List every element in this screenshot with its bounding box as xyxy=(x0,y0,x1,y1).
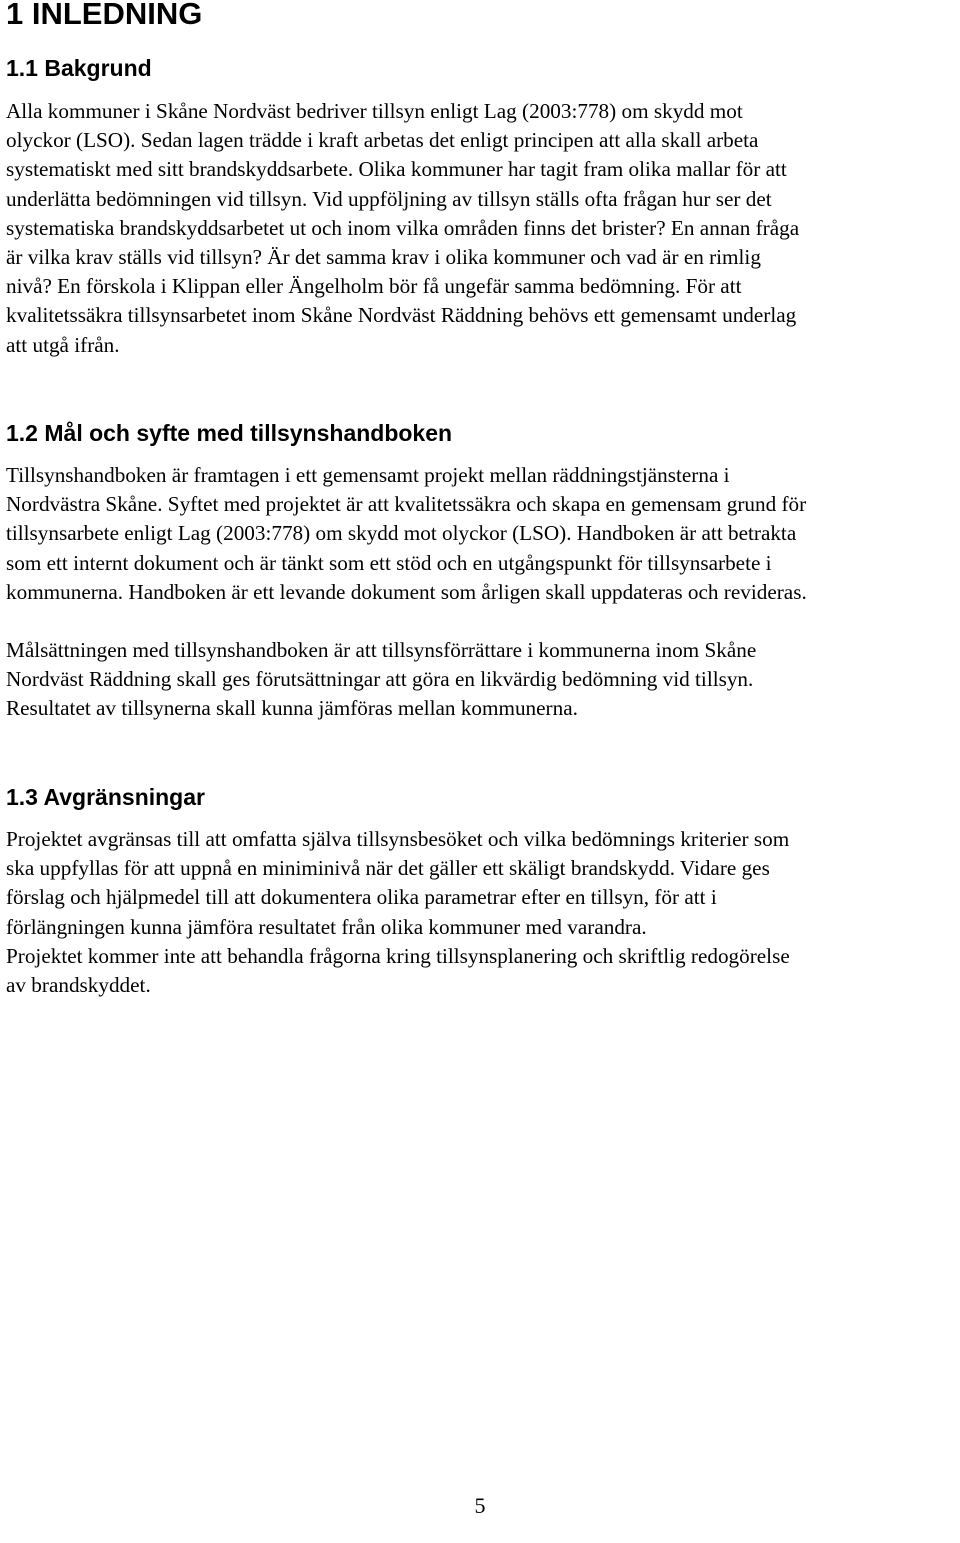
section-heading-avgransningar: 1.3 Avgränsningar xyxy=(6,784,205,810)
text-line: systematiska brandskyddsarbetet ut och inom vilka områden finns det brister? En annan fråga xyxy=(6,215,800,240)
text-line: systematiskt med sitt brandskyddsarbete. Olika kommuner har tagit fram olika mallar för att xyxy=(6,157,787,182)
text-line: förlängningen kunna jämföra resultatet från olika kommuner med varandra. xyxy=(6,914,647,939)
text-line: Alla kommuner i Skåne Nordväst bedriver tillsyn enligt Lag (2003:778) om skydd mot xyxy=(6,99,743,123)
paragraph-bakgrund xyxy=(6,97,799,360)
text-line: förslag och hjälpmedel till att dokumentera olika parametrar efter en tillsyn, för att i xyxy=(6,885,717,910)
text-line: är vilka krav ställs vid tillsyn? Är det samma krav i olika kommuner och vad är en rimlig xyxy=(6,245,761,270)
text-line: tillsynsarbete enligt Lag (2003:778) om skydd mot olyckor (LSO). Handboken är att betrakta xyxy=(6,521,797,546)
text-line: av brandskyddet. xyxy=(6,973,151,998)
text-line: kvalitetssäkra tillsynsarbetet inom Skåne Nordväst Räddning behövs ett gemensamt underlag xyxy=(6,303,797,328)
text-line: ska uppfyllas för att uppnå en miniminivå när det gäller ett skäligt brandskydd. Vidare ges xyxy=(6,856,770,881)
section-heading-bakgrund: 1.1 Bakgrund xyxy=(6,55,152,81)
paragraph-mal-och-syfte-1 xyxy=(6,461,807,607)
text-line: nivå? En förskola i Klippan eller Ängelholm bör få ungefär samma bedömning. För att xyxy=(6,274,742,299)
text-line: olyckor (LSO). Sedan lagen trädde i kraft arbetas det enligt principen att alla skall arbeta xyxy=(6,128,759,153)
text-line: Tillsynshandboken är framtagen i ett gemensamt projekt mellan räddningstjänsterna i xyxy=(6,463,730,487)
text-line: Målsättningen med tillsynshandboken är att tillsynsförrättare i kommunerna inom Skåne xyxy=(6,638,757,662)
text-line: Nordväst Räddning skall ges förutsättningar att göra en likvärdig bedömning vid tillsyn. xyxy=(6,667,754,692)
page-number: 5 xyxy=(474,1493,486,1518)
chapter-heading: 1 INLEDNING xyxy=(6,0,203,31)
text-line: underlätta bedömningen vid tillsyn. Vid uppföljning av tillsyn ställs ofta frågan hur ser det xyxy=(6,186,772,211)
text-line: att utgå ifrån. xyxy=(6,332,120,357)
paragraph-mal-och-syfte-2 xyxy=(6,636,756,724)
paragraph-avgransningar xyxy=(6,825,790,1000)
section-heading-mal-och-syfte: 1.2 Mål och syfte med tillsynshandboken xyxy=(6,420,453,446)
text-line: som ett internt dokument och är tänkt som ett stöd och en utgångspunkt för tillsynsarbete i xyxy=(6,550,772,575)
text-line: Projektet avgränsas till att omfatta själva tillsynsbesöket och vilka bedömnings kriterier som xyxy=(6,827,790,851)
text-line: Projektet kommer inte att behandla frågorna kring tillsynsplanering och skriftlig redogörelse xyxy=(6,943,790,968)
text-line: Nordvästra Skåne. Syftet med projektet är att kvalitetssäkra och skapa en gemensam grund för xyxy=(6,492,807,517)
text-line: Resultatet av tillsynerna skall kunna jämföras mellan kommunerna. xyxy=(6,696,578,721)
text-line: kommunerna. Handboken är ett levande dokument som årligen skall uppdateras och revideras. xyxy=(6,579,807,604)
